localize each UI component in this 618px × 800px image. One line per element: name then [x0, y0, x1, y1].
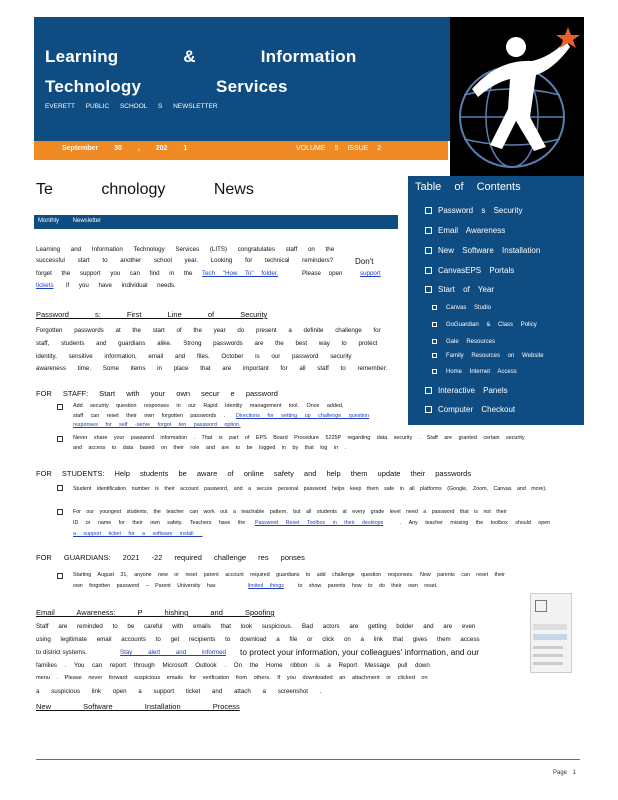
- email-line-1: Staff are reminded to be careful with emails that look suspicious. Bad actors are getting bolder and are even: [36, 623, 476, 630]
- password-heading: Password s: First Line of Security: [36, 310, 268, 319]
- menu-line: [533, 624, 567, 630]
- banner-title-line2: Technology Services: [45, 77, 288, 96]
- menu-line: [533, 662, 563, 665]
- globe-figure-icon: [450, 17, 584, 177]
- email-line-6: a suspicious link open a support ticket and attach a screenshot .: [36, 688, 322, 695]
- menu-line: [533, 634, 567, 640]
- staff-bullet-1b: staff can reset their own forgotten passwords .: [73, 413, 226, 419]
- checkbox-icon: [425, 207, 432, 214]
- limited-things-link[interactable]: limited things: [248, 583, 284, 589]
- bullet-icon: [57, 573, 63, 579]
- intro-line-4: if you have individual needs.: [66, 282, 176, 289]
- menu-line: [533, 646, 563, 649]
- staff-bullet-2a: Never share your password information . That is part of EPS Board Procedure 5225P regarding data security . Staff are granted certain security: [73, 435, 525, 441]
- intro-line-1: Learning and Information Technology Services (LITS) congratulates staff on the: [36, 246, 335, 253]
- lits-logo: [450, 17, 584, 177]
- toc-item-interactive-panels[interactable]: Interactive Panels: [425, 386, 508, 395]
- email-heading: Email Awareness: P hishing and Spoofing: [36, 608, 275, 617]
- checkbox-icon: [425, 267, 432, 274]
- toc-item-computer-checkout[interactable]: Computer Checkout: [425, 405, 515, 414]
- issue-volume: VOLUME 5 ISSUE 2: [296, 145, 382, 152]
- students-bullet-2c: . Any teacher missing the toolbox should open: [400, 520, 551, 526]
- bullet-icon: [57, 436, 63, 442]
- email-line-3b: to protect your information, your colleagues' information, and our: [240, 647, 480, 657]
- toc-item-email[interactable]: Email Awareness: [425, 226, 505, 235]
- intro-line-2: successful start to another school year. Looking for technical reminders?: [36, 257, 334, 264]
- tickets-link[interactable]: tickets: [36, 282, 54, 289]
- guardians-bullet-a: Starting August 31, anyone new or reset parent account required guardians to add challenge question responses. Now parents can reset their: [73, 572, 505, 578]
- students-bullet-1: Student identification number is their account password, and a secure personal password helps keep them safe in all platforms (Google, Zoom, Canvas and more).: [73, 486, 547, 492]
- email-line-4: families . You can report through Microsoft Outlook . On the Home ribbon is a Report Message pull down: [36, 662, 430, 669]
- staff-heading: FOR STAFF: Start with your own secur e password: [36, 389, 278, 398]
- bullet-icon: [57, 509, 63, 515]
- toc-item-start-of-year[interactable]: Start of Year: [425, 285, 494, 294]
- password-line-4: awareness time. Some items in place that are important for all staff to remember:: [36, 365, 388, 372]
- toc-sub-family-resources[interactable]: Family Resources on Website: [432, 353, 544, 359]
- support-ticket-install-link[interactable]: a support ticket for a software install .: [73, 531, 203, 537]
- checkbox-icon: [425, 387, 432, 394]
- password-reset-toolbox-link[interactable]: Password Reset Toolbox in their desktops: [255, 520, 384, 526]
- students-bullet-2b: ID or name for their own safety. Teachers have the: [73, 520, 246, 526]
- checkbox-icon: [425, 227, 432, 234]
- report-message-screenshot: [530, 593, 572, 673]
- tech-how-to-link[interactable]: Tech "How To" folder.: [202, 270, 279, 277]
- checkbox-icon: [432, 353, 437, 358]
- intro-please-open: Please open: [302, 270, 343, 277]
- toc-sub-gale[interactable]: Gale Resources: [432, 339, 495, 345]
- bullet-icon: [57, 485, 63, 491]
- stay-alert-link[interactable]: Stay alert and informed: [120, 649, 226, 656]
- staff-bullet-1a: Add security question responses in our Rapid Identity management tool. Once added,: [73, 403, 344, 409]
- password-line-3: identity, sensitive information, email and files. October is our password security: [36, 353, 352, 360]
- banner-title-line1: Learning & Information: [45, 47, 357, 66]
- section-label: Monthly Newsletter: [38, 218, 102, 224]
- password-line-2: staff, students and guardians alike. Strong passwords are the best way to protect: [36, 340, 378, 347]
- checkbox-icon: [425, 247, 432, 254]
- password-line-1: Forgotten passwords at the start of the year do present a definite challenge for: [36, 327, 381, 334]
- page-number: Page 1: [553, 770, 577, 776]
- footer-rule: [36, 759, 580, 760]
- issue-date: September 30 , 202 1: [62, 145, 188, 152]
- email-line-5: menu . Please never forward suspicious emails for verification from others. If you downloaded an attachment or clicked on: [36, 675, 428, 681]
- directions-link[interactable]: Directions for setting up challenge question: [236, 413, 370, 419]
- guardians-bullet-b: own forgotten password – Parent University has: [73, 583, 216, 589]
- toc-sub-home-internet[interactable]: Home Internet Access: [432, 369, 517, 375]
- page-title: Te chnology News: [36, 181, 254, 198]
- report-message-icon: [535, 600, 547, 612]
- toc-item-passwords[interactable]: Password s Security: [425, 206, 522, 215]
- intro-dont: Don't: [355, 257, 374, 266]
- guardians-bullet-c: to show parents how to do their own reset.: [298, 583, 438, 589]
- responses-link[interactable]: responses for self -serve forgot ten password option.: [73, 422, 241, 428]
- guardians-heading: FOR GUARDIANS: 2021 -22 required challenge res ponses: [36, 553, 305, 562]
- checkbox-icon: [425, 286, 432, 293]
- bullet-icon: [57, 404, 63, 410]
- students-heading: FOR STUDENTS: Help students be aware of online safety and help them update their passwords: [36, 469, 472, 478]
- intro-line-3: forget the support you can find in the: [36, 270, 193, 277]
- software-heading: New Software Installation Process: [36, 702, 240, 711]
- banner-subtitle: EVERETT PUBLIC SCHOOL S NEWSLETTER: [45, 103, 218, 110]
- checkbox-icon: [432, 322, 437, 327]
- students-bullet-2a: For our youngest students, the teacher can work out a teachable pattern, but all students at every grade level need a password that is not their: [73, 509, 507, 515]
- checkbox-icon: [425, 406, 432, 413]
- toc-item-canvaseps[interactable]: CanvasEPS Portals: [425, 266, 514, 275]
- menu-line: [533, 654, 563, 657]
- toc-item-software[interactable]: New Software Installation: [425, 246, 540, 255]
- toc-sub-goguardian[interactable]: GoGuardian & Class Policy: [432, 322, 537, 328]
- checkbox-icon: [432, 369, 437, 374]
- email-line-2: using legitimate email accounts to get recipients to download a file or click on a link that gives them access: [36, 636, 480, 643]
- staff-bullet-2b: and access to data based on their role and are to be logged in by that log in .: [73, 445, 347, 451]
- toc-sub-canvas-studio[interactable]: Canvas Studio: [432, 305, 491, 311]
- checkbox-icon: [432, 339, 437, 344]
- checkbox-icon: [432, 305, 437, 310]
- toc-title: Table of Contents: [415, 181, 521, 193]
- email-line-3: to district systems.: [36, 649, 87, 656]
- support-link[interactable]: support: [360, 270, 381, 277]
